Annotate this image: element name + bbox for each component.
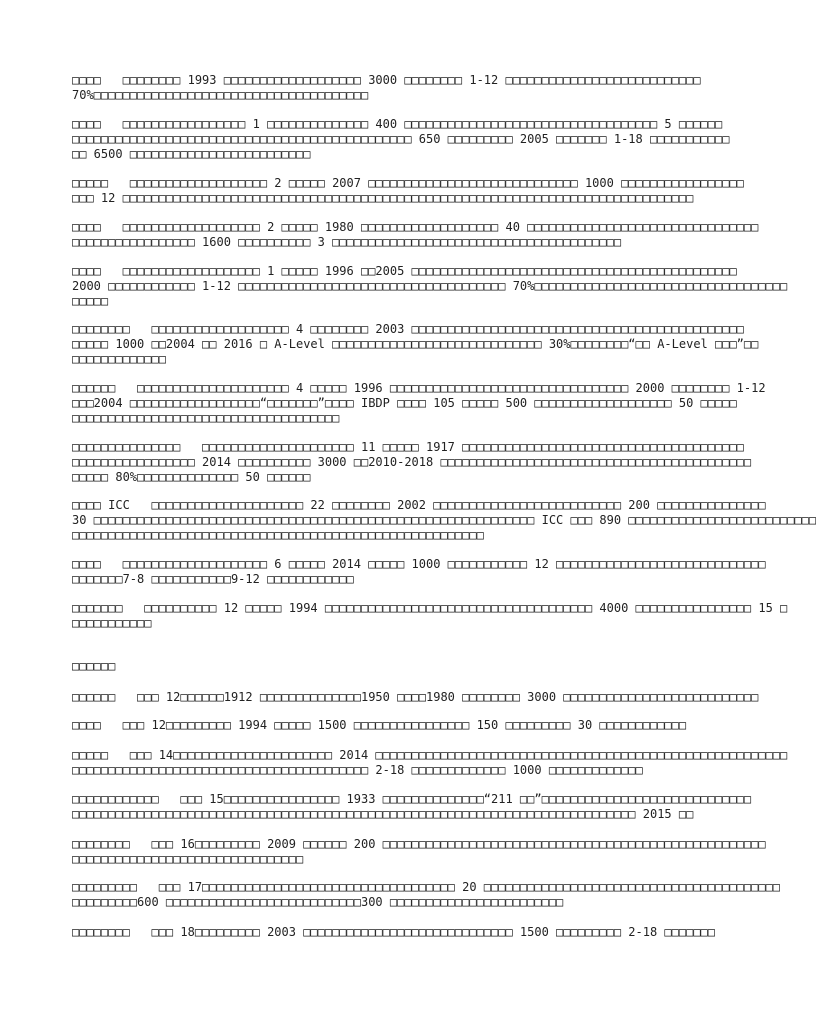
text-line: □□□□□□□□□□□□ □□□ 15□□□□□□□□□□□□□□□□ 1933 □□□□□□□□□□□□□□“211 □□”□□□□□□□□□□□□□□□□□□□□□□□□□□□□□ (72, 792, 752, 806)
text-line: □□□□ □□□□□□□□□□□□□□□□□ 1 □□□□□□□□□□□□□□ 400 □□□□□□□□□□□□□□□□□□□□□□□□□□□□□□□□□□□ 5 □□□□□□ (72, 117, 723, 131)
text-line: □□□□□ □□□□□□□□□□□□□□□□□□□ 2 □□□□□ 2007 □□□□□□□□□□□□□□□□□□□□□□□□□□□□□ 1000 □□□□□□□□□□□□□□□□□ (72, 176, 744, 190)
paragraph-11 (72, 601, 788, 631)
paragraph-6 (72, 322, 759, 367)
paragraph-12 (72, 690, 759, 705)
text-line: □□□□ □□□□□□□□□□□□□□□□□□□ 2 □□□□□ 1980 □□□□□□□□□□□□□□□□□□□ 40 □□□□□□□□□□□□□□□□□□□□□□□□□□□□□□□□ (72, 220, 759, 234)
paragraph-7 (72, 381, 766, 426)
text-line: □□□□□□ (72, 659, 116, 673)
text-line: □□□□□ □□□ 14□□□□□□□□□□□□□□□□□□□□□□ 2014 □□□□□□□□□□□□□□□□□□□□□□□□□□□□□□□□□□□□□□□□□□□□□□□□□□□□□□□□□ (72, 748, 788, 762)
text-line: □□□□□□□□□□□□□□□□□□□□□□□□□□□□□□□□□□□□□□□□□□□□□□□□□□□□□□□□□ (72, 528, 484, 542)
paragraph-13 (72, 718, 704, 733)
text-line: 30 □□□□□□□□□□□□□□□□□□□□□□□□□□□□□□□□□□□□□□□□□□□□□□□□□□□□□□□□□□□□□ ICC □□□ 890 □□□□□□□□□□□□□□□□□□□□□□□□□□ (72, 513, 816, 527)
text-line: □□□□□□□□□□□□□□□□□□□□□□□□□□□□□□□□□□□□□□□□□□□□□□□□□□□□□□□□□□□□□□□□□□□□□□□□□□□□□□ 2015 □□ (72, 807, 694, 821)
text-line: □□□□ □□□□□□□□□□□□□□□□□□□ 1 □□□□□ 1996 □□2005 □□□□□□□□□□□□□□□□□□□□□□□□□□□□□□□□□□□□□□□□□□□□□ (72, 264, 737, 278)
text-line: □□□ 12 □□□□□□□□□□□□□□□□□□□□□□□□□□□□□□□□□□□□□□□□□□□□□□□□□□□□□□□□□□□□□□□□□□□□□□□□□□□□□□□ (72, 191, 694, 205)
paragraph-16 (72, 837, 766, 867)
text-line: □□□□□□□□□□□□□□□□□□□□□□□□□□□□□□□□□□□□□□□□□ 2-18 □□□□□□□□□□□□□ 1000 □□□□□□□□□□□□□ (72, 763, 643, 777)
text-line: □□□□□ 1000 □□2004 □□ 2016 □ A-Level □□□□□□□□□□□□□□□□□□□□□□□□□□□□□ 30%□□□□□□□□“□□ A-Level □□□”□□ (72, 337, 759, 351)
text-line: □□ 6500 □□□□□□□□□□□□□□□□□□□□□□□□□ (72, 147, 311, 161)
text-line: 2000 □□□□□□□□□□□□ 1-12 □□□□□□□□□□□□□□□□□□□□□□□□□□□□□□□□□□□□□ 70%□□□□□□□□□□□□□□□□□□□□□□□□□□□□□□□□□□□ (72, 279, 788, 293)
text-line: □□□□□□□□□□□□□□□□□□□□□□□□□□□□□□□□□□□□□□□□□□□□□□□ 650 □□□□□□□□□ 2005 □□□□□□□ 1-18 □□□□□□□□□□□ (72, 132, 730, 146)
text-line: □□□□ □□□□□□□□□□□□□□□□□□□□ 6 □□□□□ 2014 □□□□□ 1000 □□□□□□□□□□□ 12 □□□□□□□□□□□□□□□□□□□□□□□□□□□□□ (72, 557, 766, 571)
paragraph-15 (72, 792, 752, 822)
text-line: □□□□ ICC □□□□□□□□□□□□□□□□□□□□□ 22 □□□□□□□□ 2002 □□□□□□□□□□□□□□□□□□□□□□□□□□ 200 □□□□□□□□□□□□□□□ (72, 498, 766, 512)
text-line: □□□□□□□□□□□□□□□□□ 1600 □□□□□□□□□□ 3 □□□□□□□□□□□□□□□□□□□□□□□□□□□□□□□□□□□□□□□□ (72, 235, 622, 249)
text-line: □□□□□□□□□□□□□□□□□□□□□□□□□□□□□□□□ (72, 852, 304, 866)
text-line: □□□□□□□□□□□□□ (72, 352, 166, 366)
text-line: □□□□□□□□□600 □□□□□□□□□□□□□□□□□□□□□□□□□□□300 □□□□□□□□□□□□□□□□□□□□□□□□ (72, 895, 564, 909)
paragraph-5 (72, 264, 788, 309)
text-line: □□□□□ 80%□□□□□□□□□□□□□□ 50 □□□□□□ (72, 470, 311, 484)
section-heading (72, 659, 704, 674)
text-line: □□□□ □□□ 12□□□□□□□□□ 1994 □□□□□ 1500 □□□□□□□□□□□□□□□□ 150 □□□□□□□□□ 30 □□□□□□□□□□□□ (72, 718, 687, 732)
text-line: □□□□□□□□□□□□□□□ □□□□□□□□□□□□□□□□□□□□□ 11 □□□□□ 1917 □□□□□□□□□□□□□□□□□□□□□□□□□□□□□□□□□□□□□□□ (72, 440, 744, 454)
text-line: □□□□□□ □□□ 12□□□□□□1912 □□□□□□□□□□□□□□1950 □□□□1980 □□□□□□□□ 3000 □□□□□□□□□□□□□□□□□□□□□□□□□□□ (72, 690, 759, 704)
text-line: □□□□□□□□□□□□□□□□□□□□□□□□□□□□□□□□□□□□□ (72, 411, 340, 425)
text-line: □□□□□□□□ □□□ 16□□□□□□□□□ 2009 □□□□□□ 200 □□□□□□□□□□□□□□□□□□□□□□□□□□□□□□□□□□□□□□□□□□□□□□□□□□□□□ (72, 837, 766, 851)
paragraph-2 (72, 117, 730, 162)
text-line: □□□□□□□7-8 □□□□□□□□□□□9-12 □□□□□□□□□□□□ (72, 572, 354, 586)
text-line: □□□□□□□□ □□□ 18□□□□□□□□□ 2003 □□□□□□□□□□□□□□□□□□□□□□□□□□□□□ 1500 □□□□□□□□□ 2-18 □□□□□□□ (72, 925, 715, 939)
text-line: □□□□□ (72, 294, 109, 308)
paragraph-3 (72, 176, 744, 206)
paragraph-14 (72, 748, 788, 778)
text-line: □□□□□□ □□□□□□□□□□□□□□□□□□□□□ 4 □□□□□ 1996 □□□□□□□□□□□□□□□□□□□□□□□□□□□□□□□□□ 2000 □□□□□□□□ 1-12 (72, 381, 766, 395)
text-line: □□□2004 □□□□□□□□□□□□□□□□□□“□□□□□□□”□□□□ IBDP □□□□ 105 □□□□□ 500 □□□□□□□□□□□□□□□□□□□ 50 □□□□□ (72, 396, 737, 410)
paragraph-18 (72, 925, 715, 940)
paragraph-8 (72, 440, 752, 485)
text-line: □□□□□□□□ □□□□□□□□□□□□□□□□□□□ 4 □□□□□□□□ 2003 □□□□□□□□□□□□□□□□□□□□□□□□□□□□□□□□□□□□□□□□□□□□□□ (72, 322, 744, 336)
text-line: □□□□ □□□□□□□□ 1993 □□□□□□□□□□□□□□□□□□□ 3000 □□□□□□□□ 1-12 □□□□□□□□□□□□□□□□□□□□□□□□□□□ (72, 73, 701, 87)
paragraph-4 (72, 220, 759, 250)
paragraph-9 (72, 498, 816, 543)
text-line: □□□□□□□□□□□ (72, 616, 152, 630)
text-line: □□□□□□□□□ □□□ 17□□□□□□□□□□□□□□□□□□□□□□□□□□□□□□□□□□□ 20 □□□□□□□□□□□□□□□□□□□□□□□□□□□□□□□□□□□□□□□□□ (72, 880, 781, 894)
text-line: □□□□□□□ □□□□□□□□□□ 12 □□□□□ 1994 □□□□□□□□□□□□□□□□□□□□□□□□□□□□□□□□□□□□□ 4000 □□□□□□□□□□□□□□□□ 15 □ (72, 601, 788, 615)
text-line: □□□□□□□□□□□□□□□□□ 2014 □□□□□□□□□□ 3000 □□2010-2018 □□□□□□□□□□□□□□□□□□□□□□□□□□□□□□□□□□□□□□□□□□□ (72, 455, 752, 469)
paragraph-1 (72, 73, 704, 103)
paragraph-17 (72, 880, 781, 910)
text-line: 70%□□□□□□□□□□□□□□□□□□□□□□□□□□□□□□□□□□□□□□ (72, 88, 369, 102)
paragraph-10 (72, 557, 766, 587)
